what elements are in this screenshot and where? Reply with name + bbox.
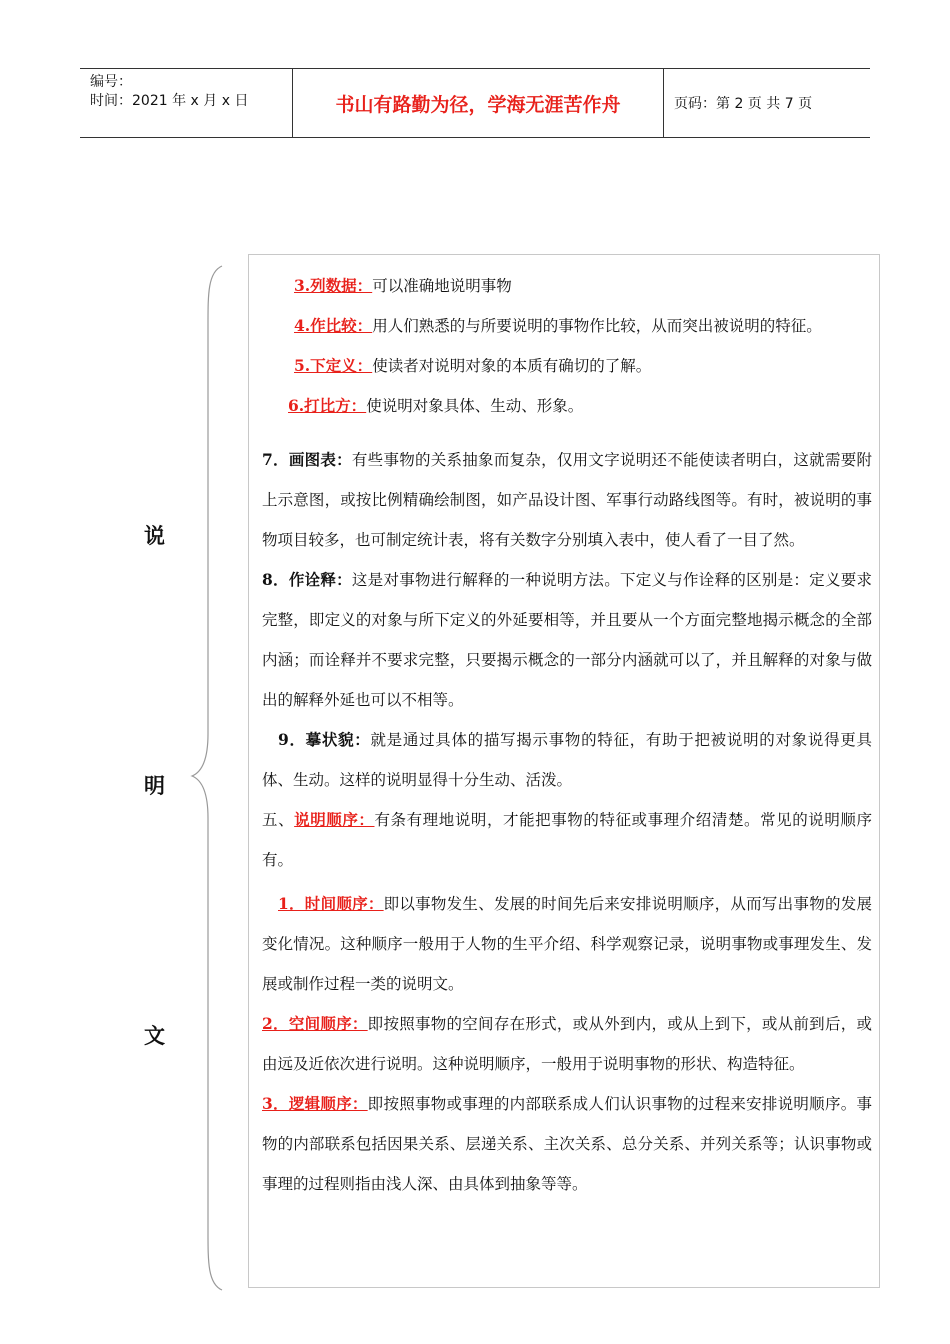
page-header (80, 68, 870, 138)
method-4 (262, 306, 872, 346)
order-2-key: 2．空间顺序： (262, 1014, 368, 1033)
section-5-text: 有条有理地说明，才能把事物的特征或事理介绍清楚。常见的说明顺序有。 (262, 811, 872, 869)
method-8-text: 这是对事物进行解释的一种说明方法。下定义与作诠释的区别是：定义要求完整，即定义的对象与所下定义的外延要相等，并且要从一个方面完整地揭示概念的全部内涵；而诠释并不要求完整，只要揭示概念的一部分内涵就可以了，并且解释的对象与做出的解释外延也可以不相等。 (262, 571, 872, 709)
order-1-key: 1．时间顺序： (278, 894, 384, 913)
section-5 (262, 800, 872, 880)
order-1-text: 即以事物发生、发展的时间先后来安排说明顺序，从而写出事物的发展变化情况。这种顺序一般用于人物的生平介绍、科学观察记录，说明事物或事理发生、发展或制作过程一类的说明文。 (262, 895, 872, 993)
method-6-text: 使说明对象具体、生动、形象。 (366, 397, 584, 415)
page-number: 页码：第 2 页 共 7 页 (674, 96, 813, 112)
method-9 (262, 720, 872, 800)
side-title-char-3: 文 (144, 1023, 165, 1048)
order-3-text: 即按照事物或事理的内部联系成人们认识事物的过程来安排说明顺序。事物的内部联系包括因果关系、层递关系、主次关系、总分关系、并列关系等；认识事物或事理的过程则指由浅人深、由具体到抽象等等。 (262, 1095, 872, 1193)
method-5 (262, 346, 872, 386)
method-7-text: 有些事物的关系抽象而复杂，仅用文字说明还不能使读者明白，这就需要附上示意图，或按比例精确绘制图，如产品设计图、军事行动路线图等。有时，被说明的事物项目较多，也可制定统计表，将有关数字分别填入表中，使人看了一目了然。 (262, 451, 872, 549)
method-7 (262, 440, 872, 560)
method-4-text: 用人们熟悉的与所要说明的事物作比较，从而突出被说明的特征。 (372, 317, 822, 335)
method-5-text: 使读者对说明对象的本质有确切的了解。 (372, 357, 652, 375)
method-8 (262, 560, 872, 720)
left-brace (188, 264, 238, 1294)
section-5-prefix: 五、 (262, 811, 295, 829)
method-3-text: 可以准确地说明事物 (372, 277, 512, 295)
order-2 (262, 1004, 872, 1084)
side-title-char-2: 明 (144, 773, 165, 798)
side-title-char-1: 说 (144, 523, 165, 548)
time-label: 时间：2021 年 x 月 x 日 (90, 93, 249, 109)
method-8-key: 8．作诠释： (262, 570, 352, 589)
order-2-text: 即按照事物的空间存在形式，或从外到内，或从上到下，或从前到后，或由远及近依次进行说明。这种说明顺序，一般用于说明事物的形状、构造特征。 (262, 1015, 872, 1073)
content-body (262, 266, 872, 1204)
method-7-key: 7．画图表： (262, 450, 352, 469)
number-label: 编号： (90, 74, 132, 90)
method-6 (262, 386, 872, 426)
header-meta (80, 69, 293, 137)
method-3 (262, 266, 872, 306)
order-3-key: 3．逻辑顺序： (262, 1094, 368, 1113)
section-5-key: 说明顺序： (294, 810, 375, 829)
motto: 书山有路勤为径，学海无涯苦作舟 (293, 69, 664, 137)
order-3 (262, 1084, 872, 1204)
method-9-key: 9．摹状貌： (278, 730, 371, 749)
method-3-key: 3.列数据： (294, 276, 373, 295)
order-1 (262, 884, 872, 1004)
method-4-key: 4.作比较： (294, 316, 373, 335)
method-5-key: 5.下定义： (294, 356, 373, 375)
method-6-key: 6.打比方： (288, 396, 367, 415)
method-9-text: 就是通过具体的描写揭示事物的特征，有助于把被说明的对象说得更具体、生动。这样的说明显得十分生动、活泼。 (262, 731, 872, 789)
